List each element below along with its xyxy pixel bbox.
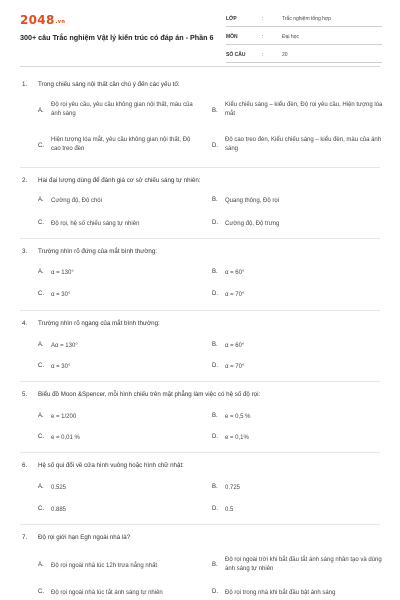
option-letter: C. (38, 291, 44, 297)
meta-colon: : (262, 52, 264, 58)
option-text: e = 0,01 % (51, 435, 80, 441)
meta-value: Trắc nghiệm tổng hợp (282, 16, 331, 22)
option-text: 0.885 (51, 507, 67, 513)
meta-colon: : (262, 16, 264, 22)
option-letter: B. (212, 484, 218, 490)
meta-label: LỚP (226, 16, 237, 22)
option-text: Quang thông, Độ rọi (225, 198, 280, 204)
question-number: 1. (22, 81, 28, 88)
option-letter: A. (38, 413, 44, 419)
question-number: 4. (22, 320, 28, 327)
question-number: 2. (22, 177, 28, 184)
option-letter: C. (38, 506, 44, 512)
option-text: Độ rọi, hệ số chiếu sáng tự nhiên (51, 221, 140, 227)
question-text: Hệ số qui đổi về cửa hình vuông hoặc hình chữ nhật: (38, 462, 184, 469)
option-letter: C. (38, 434, 44, 440)
option-text: Độ rọi ngoài nhà lúc tắt ánh sáng tự nhiên (51, 590, 163, 596)
option-text: α = 70° (225, 292, 245, 298)
option-letter: B. (212, 413, 218, 419)
option-text: Hiện tượng lóa mắt, yêu cầu không gian nội thất, Độ cao treo đèn (51, 137, 191, 152)
question-divider (20, 524, 380, 525)
logo-main: 2048 (20, 13, 55, 27)
question-divider (20, 452, 380, 453)
question-text: Trong chiếu sáng nội thất cần chú ý đến các yếu tố: (38, 81, 180, 88)
option-text: α = 60° (225, 343, 245, 349)
option-letter: D. (212, 220, 218, 226)
option-letter: D. (212, 589, 218, 595)
option-letter: A. (38, 562, 44, 568)
option-text: e = 0,5 % (225, 414, 251, 420)
question-text: Hai đại lượng dùng để đánh giá cơ sở chiếu sáng tự nhiên: (38, 177, 201, 184)
question-text: Độ rọi giới hạn Egh ngoài nhà là? (38, 534, 131, 541)
option-text: Độ rọi yêu cầu, yêu cầu không gian nội thất, màu của ánh sáng (51, 102, 193, 117)
option-text: Cường độ, Độ chói (51, 198, 102, 204)
option-text: 0.5 (225, 507, 234, 513)
option-letter: B. (212, 108, 218, 114)
option-text: Độ cao treo đèn, Kiểu chiếu sáng – kiểu đèn, màu của ánh sáng (225, 137, 382, 152)
option-letter: D. (212, 506, 218, 512)
logo-domain: .vn (55, 19, 66, 25)
document-title: 300+ câu Trắc nghiệm Vật lý kiến trúc có đáp án - Phần 6 (20, 33, 214, 42)
meta-value: Đại học (282, 34, 299, 40)
option-text: 0.725 (225, 485, 241, 491)
meta-value: 20 (282, 52, 288, 58)
option-text: Độ rọi trong nhà khi bắt đầu bật ánh sáng (225, 590, 336, 596)
question-text: Biểu đồ Moon &Spencer, mỗi hình chiếu trên mặt phẳng làm việc có hệ số độ rọi: (38, 391, 261, 398)
option-letter: B. (212, 269, 218, 275)
meta-colon: : (262, 34, 264, 40)
option-text: e = 0,1% (225, 435, 249, 441)
option-text: α = 30° (51, 364, 71, 370)
question-divider (20, 167, 380, 168)
option-letter: A. (38, 342, 44, 348)
option-letter: D. (212, 434, 218, 440)
option-text: Độ rọi ngoài nhà lúc 12h trưa nắng nhất (51, 563, 158, 569)
option-text: α = 130° (51, 270, 74, 276)
question-text: Trường nhìn rõ ngang của mắt bình thường: (38, 320, 160, 327)
option-letter: A. (38, 108, 44, 114)
option-text: α = 70° (225, 364, 245, 370)
option-letter: C. (38, 143, 44, 149)
meta-label: MÔN (226, 34, 238, 40)
option-text: 0.525 (51, 485, 67, 491)
option-text: Độ rọi ngoài trời khi bắt đầu tắt ánh sáng nhân tạo và dùng ánh sáng tự nhiên (225, 557, 382, 572)
option-letter: B. (212, 197, 218, 203)
option-text: α = 30° (51, 292, 71, 298)
option-text: e = 1/200 (51, 414, 77, 420)
option-letter: A. (38, 484, 44, 490)
option-letter: A. (38, 197, 44, 203)
question-text: Trường nhìn rõ đứng của mắt bình thường: (38, 248, 158, 255)
option-text: Kiểu chiếu sáng – kiểu đèn, Độ rọi yêu cầu, Hiện tượng lóa mắt (225, 102, 383, 117)
option-text: Aα = 130° (51, 343, 78, 349)
option-letter: A. (38, 269, 44, 275)
option-text: Cường độ, Độ trưng (225, 221, 280, 227)
option-letter: D. (212, 363, 218, 369)
question-number: 6. (22, 462, 28, 469)
option-letter: D. (212, 291, 218, 297)
option-text: α = 60° (225, 270, 245, 276)
option-letter: B. (212, 562, 218, 568)
option-letter: C. (38, 363, 44, 369)
question-number: 3. (22, 248, 28, 255)
option-letter: C. (38, 220, 44, 226)
question-divider (20, 238, 380, 239)
meta-label: SỐ CÂU (226, 52, 246, 58)
option-letter: D. (212, 143, 218, 149)
question-divider (20, 310, 380, 311)
question-number: 7. (22, 534, 28, 541)
option-letter: C. (38, 589, 44, 595)
question-divider (20, 381, 380, 382)
question-number: 5. (22, 391, 28, 398)
option-letter: B. (212, 342, 218, 348)
